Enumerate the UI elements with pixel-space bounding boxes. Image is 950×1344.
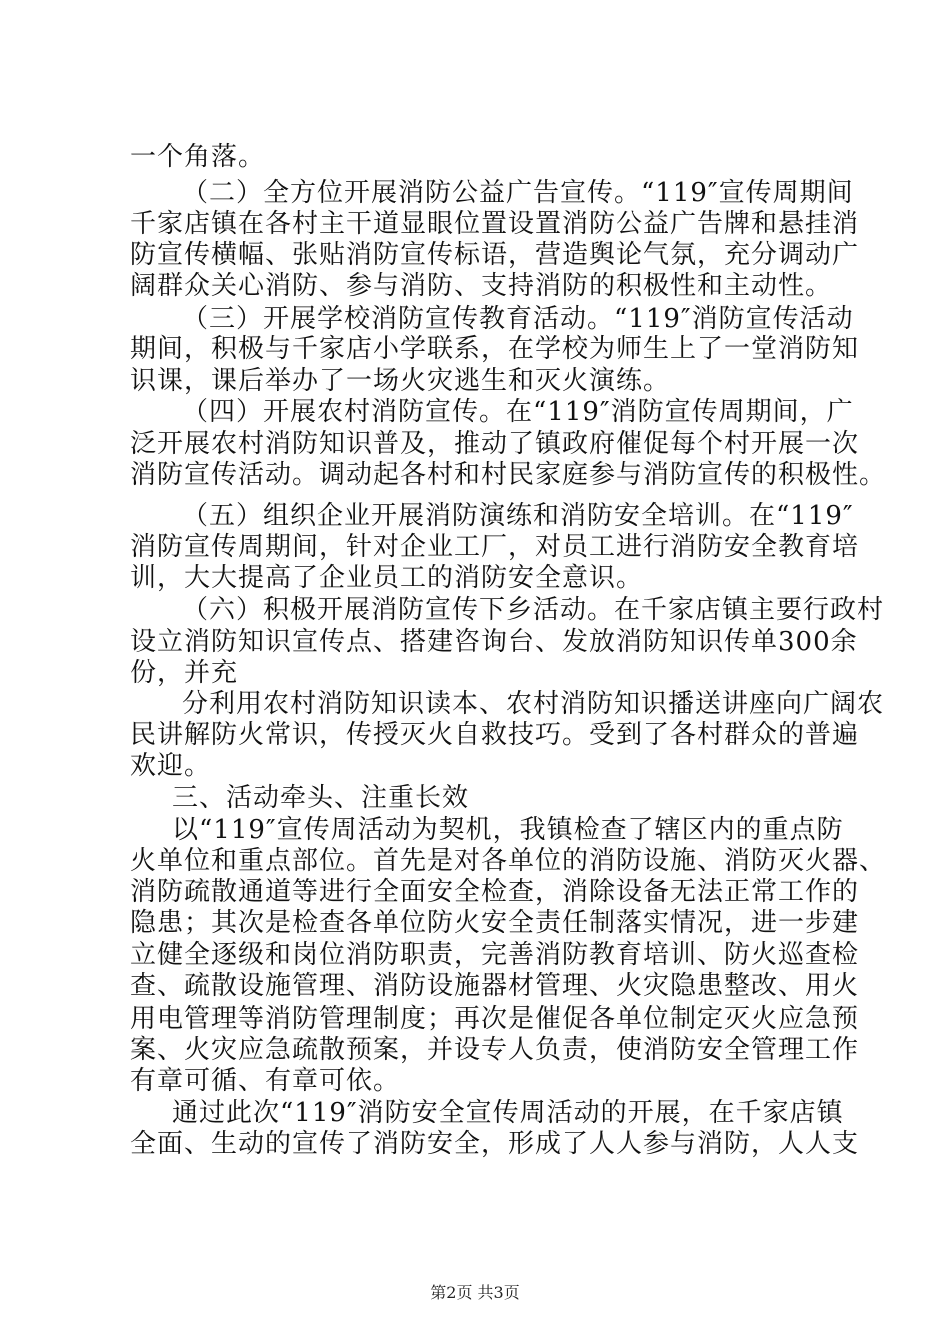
text-line: 欢迎。 — [130, 751, 212, 782]
text-line: （三）开展学校消防宣传教育活动。“119″消防宣传活动 — [182, 303, 854, 334]
text-line: 阔群众关心消防、参与消防、支持消防的积极性和主动性。 — [130, 271, 833, 302]
text-line: 消防宣传周期间，针对企业工厂，对员工进行消防安全教育培 — [130, 532, 860, 563]
text-line: 三、活动牵头、注重长效 — [172, 782, 470, 813]
text-line: 设立消防知识宣传点、搭建咨询台、发放消防知识传单300余 — [130, 626, 858, 657]
text-line: 一个角落。 — [130, 142, 266, 172]
text-line: 分利用农村消防知识读本、农村消防知识播送讲座向广阔农 — [182, 689, 885, 720]
page-footer: 第2页 共3页 — [430, 1283, 520, 1302]
text-line: 查、疏散设施管理、消防设施器材管理、火灾隐患整改、用火 — [130, 971, 860, 1002]
text-line: 隐患；其次是检查各单位防火安全责任制落实情况，进一步建 — [130, 908, 860, 939]
text-line: 立健全逐级和岗位消防职责，完善消防教育培训、防火巡查检 — [130, 940, 860, 971]
text-line: 防宣传横幅、张贴消防宣传标语，营造舆论气氛，充分调动广 — [130, 240, 860, 271]
text-line: 消防宣传活动。调动起各村和村民家庭参与消防宣传的积极性。 — [130, 460, 887, 491]
text-line: 用电管理等消防管理制度；再次是催促各单位制定灭火应急预 — [130, 1003, 860, 1034]
text-line: 通过此次“119″消防安全宣传周活动的开展，在千家店镇 — [172, 1098, 844, 1129]
text-line: 案、火灾应急疏散预案，并设专人负责，使消防安全管理工作 — [130, 1034, 860, 1065]
text-line: 识课，课后举办了一场火灾逃生和灭火演练。 — [130, 365, 671, 396]
text-line: （五）组织企业开展消防演练和消防安全培训。在“119″ — [182, 501, 854, 532]
text-line: 千家店镇在各村主干道显眼位置设置消防公益广告牌和悬挂消 — [130, 209, 860, 240]
text-line: （六）积极开展消防宣传下乡活动。在千家店镇主要行政村 — [182, 594, 885, 625]
text-line: （四）开展农村消防宣传。在“119″消防宣传周期间，广 — [182, 397, 854, 428]
text-line: 泛开展农村消防知识普及，推动了镇政府催促每个村开展一次 — [130, 429, 860, 460]
text-line: 消防疏散通道等进行全面安全检查，消除设备无法正常工作的 — [130, 877, 860, 908]
text-line: 训，大大提高了企业员工的消防安全意识。 — [130, 563, 644, 594]
text-line: 火单位和重点部位。首先是对各单位的消防设施、消防灭火器、 — [130, 846, 887, 877]
text-line: 有章可循、有章可依。 — [130, 1066, 401, 1097]
text-line: 份，并充 — [130, 658, 239, 689]
text-line: 全面、生动的宣传了消防安全，形成了人人参与消防，人人支 — [130, 1129, 860, 1159]
text-line: 期间，积极与千家店小学联系，在学校为师生上了一堂消防知 — [130, 333, 860, 364]
text-line: 以“119″宣传周活动为契机，我镇检查了辖区内的重点防 — [172, 814, 844, 845]
text-line: 民讲解防火常识，传授灭火自救技巧。受到了各村群众的普遍 — [130, 720, 860, 751]
text-line: （二）全方位开展消防公益广告宣传。“119″宣传周期间 — [182, 178, 854, 209]
